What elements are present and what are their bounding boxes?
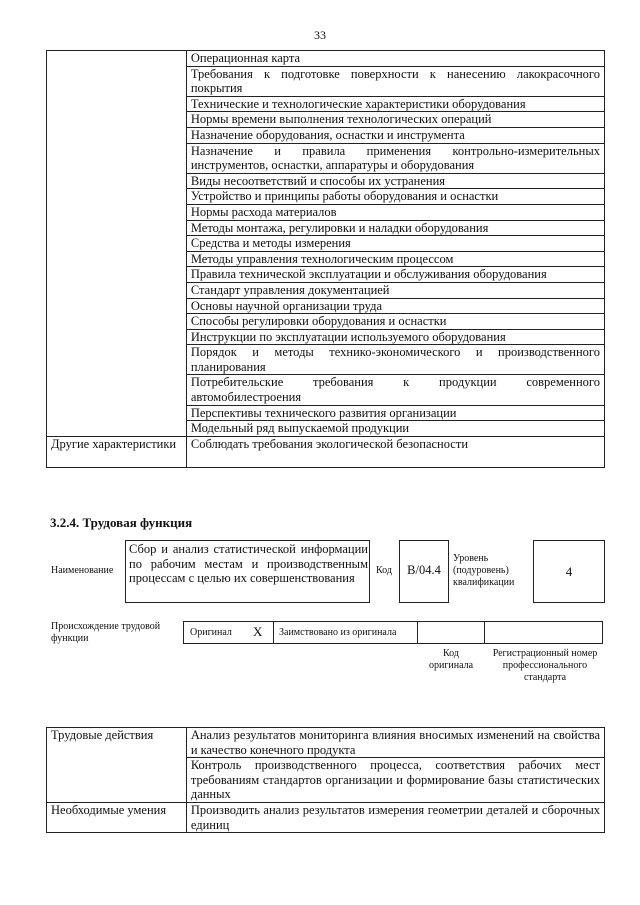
knowledge-label-cell: [47, 51, 187, 437]
knowledge-item: Порядок и методы технико-экономического и производственного планирования: [190, 345, 600, 374]
knowledge-item: Назначение оборудования, оснастки и инструмента: [190, 127, 465, 142]
knowledge-item: Устройство и принципы работы оборудования и оснастки: [190, 189, 499, 204]
other-label: Другие характеристики: [51, 436, 177, 451]
origin-divider-1: [273, 621, 274, 644]
knowledge-item: Нормы расхода материалов: [190, 204, 337, 219]
action-item: Анализ результатов мониторинга влияния вносимых изменений на свойства и качество конечного продукта: [190, 728, 600, 757]
level-label: Уровень (подуровень) квалификации: [453, 553, 515, 588]
other-value: Соблюдать требования экологической безопасности: [190, 436, 469, 451]
other-row: [47, 436, 605, 467]
section-heading: 3.2.4. Трудовая функция: [50, 515, 193, 530]
knowledge-item: Требования к подготовке поверхности к нанесению лакокрасочного покрытия: [190, 66, 600, 96]
origin-label: Происхождение трудовой функции: [51, 621, 161, 644]
knowledge-item: Методы монтажа, регулировки и наладки оборудования: [190, 220, 489, 235]
knowledge-item: Способы регулировки оборудования и оснастки: [190, 314, 447, 329]
skill-item: Производить анализ результатов измерения геометрии деталей и сборочных единиц: [190, 802, 600, 832]
code-caption: Код оригинала: [428, 648, 474, 671]
actions-table: [46, 727, 605, 833]
action-row: [47, 728, 605, 758]
origin-divider-3: [484, 621, 485, 644]
knowledge-row: [47, 51, 605, 67]
knowledge-item: Инструкции по эксплуатации используемого оборудования: [190, 329, 506, 344]
knowledge-item: Модельный ряд выпускаемой продукции: [190, 421, 410, 436]
knowledge-table: [46, 50, 605, 468]
knowledge-item: Виды несоответствий и способы их устранения: [190, 173, 446, 188]
skill-row: [47, 802, 605, 832]
knowledge-item: Операционная карта: [190, 51, 301, 65]
code-value: B/04.4: [407, 563, 441, 577]
knowledge-item: Правила технической эксплуатации и обслуживания оборудования: [190, 267, 547, 282]
origin-divider-2: [417, 621, 418, 644]
knowledge-item: Нормы времени выполнения технологических операций: [190, 112, 492, 127]
code-label: Код: [376, 565, 392, 576]
name-value: Сбор и анализ статистической информации по рабочим местам и производственным процессам с целью их совершенствования: [129, 542, 368, 585]
knowledge-item: Перспективы технического развития организации: [190, 405, 457, 420]
knowledge-item: Технические и технологические характеристики оборудования: [190, 96, 526, 111]
skill-label: Необходимые умения: [51, 802, 167, 817]
action-item: Контроль производственного процесса, соответствия рабочих мест требованиям стандартов организации и формирование базы статистических данных: [190, 758, 600, 802]
action-label: Трудовые действия: [51, 728, 154, 742]
borrowed-label: Заимствовано из оригинала: [279, 627, 397, 638]
knowledge-item: Потребительские требования к продукции современного автомобилестроения: [190, 375, 600, 405]
knowledge-item: Средства и методы измерения: [190, 236, 351, 251]
original-label: Оригинал: [190, 627, 232, 638]
knowledge-item: Основы научной организации труда: [190, 298, 382, 313]
original-mark: X: [253, 624, 263, 639]
knowledge-item: Стандарт управления документацией: [190, 282, 390, 297]
page-number: 33: [314, 28, 326, 42]
knowledge-item: Методы управления технологическим процессом: [190, 251, 454, 266]
reg-caption: Регистрационный номер профессионального стандарта: [492, 648, 598, 683]
knowledge-item: Назначение и правила применения контрольно-измерительных инструментов, оснастки, аппаратуры и оборудования: [190, 143, 600, 173]
name-label: Наименование: [51, 565, 114, 576]
level-value: 4: [565, 564, 573, 579]
